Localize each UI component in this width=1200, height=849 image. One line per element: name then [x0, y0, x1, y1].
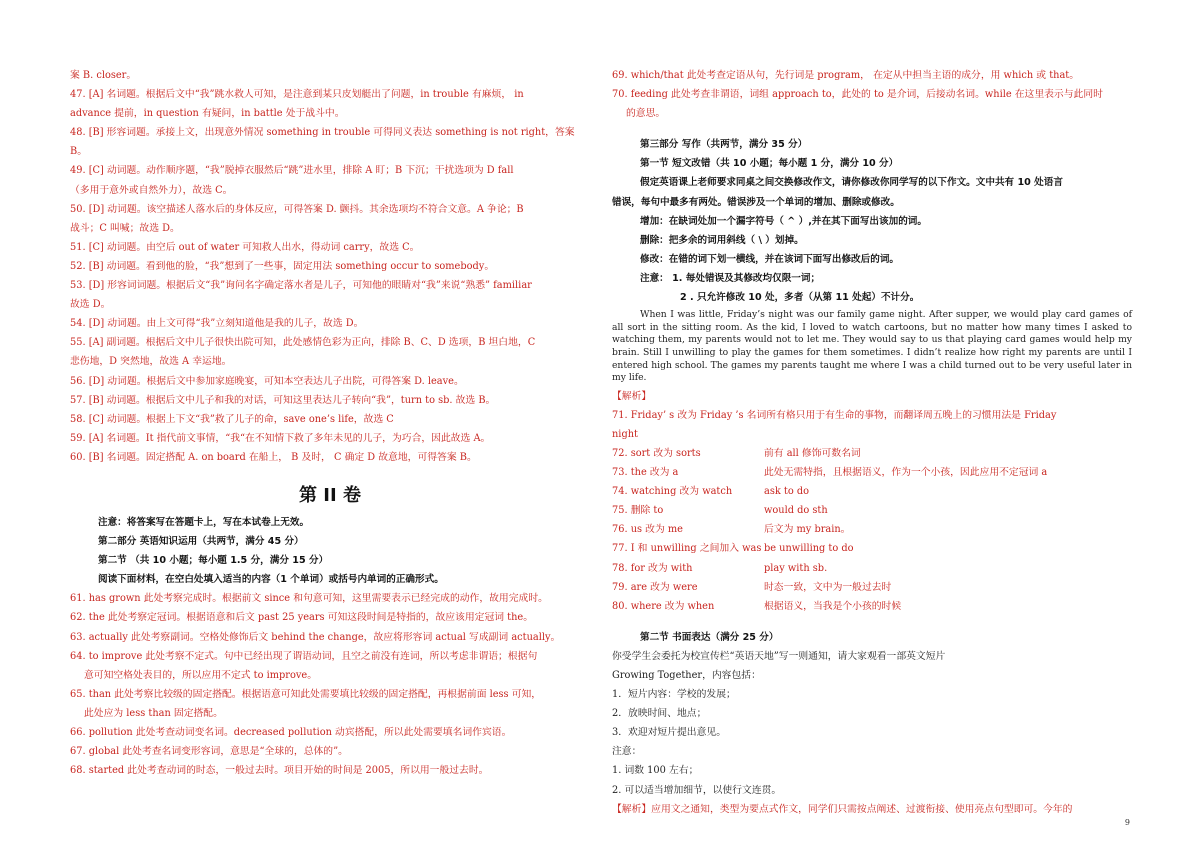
explanation-line: 悲伤地，D 突然地，故选 A 幸运地。: [70, 356, 232, 368]
instruction-note-2: 2 . 只允许修改 10 处，多者（从第 11 处起）不计分。: [680, 292, 920, 304]
correction-row: [612, 597, 1132, 616]
section-two-heading: 第二节 （共 10 小题；每小题 1.5 分，满分 15 分）: [98, 555, 329, 567]
answer-70-continued: 的意思。: [626, 108, 666, 120]
explanation-line: 48. [B] 形容词题。承接上文，出现意外情况 something in trouble 可得同义表达 something is not right，答案: [70, 127, 575, 139]
correction-change: 74. watching 改为 watch: [612, 486, 733, 498]
writing-section-heading: 第二节 书面表达（满分 25 分）: [640, 631, 779, 643]
section-one-heading: 第一节 短文改错（共 10 小题；每小题 1 分，满分 10 分）: [640, 158, 899, 170]
explanation-line: advance 提前，in question 有疑问，in battle 处于战斗中。: [70, 108, 345, 120]
correction-change: 80. where 改为 when: [612, 600, 715, 612]
correction-row: [612, 444, 1132, 463]
explanation-line: 52. [B] 动词题。看到他的脸，“我”想到了一些事，固定用法 something occur to somebody。: [70, 260, 495, 272]
answer-explanations-47-60: [70, 66, 590, 467]
explanation-line: 60. [B] 名词题。固定搭配 A. on board 在船上， B 及时， C 确定 D 故意地，可得答案 B。: [70, 451, 477, 463]
part-two-heading: 第二部分 英语知识运用（共两节，满分 45 分）: [98, 536, 304, 548]
part-three-heading: 第三部分 写作（共两节，满分 35 分）: [640, 139, 808, 151]
correction-change: 77. I 和 unwilling 之间加入 was: [612, 543, 762, 555]
correction-reason: 此处无需特指，且根据语义，作为一个小孩，因此应用不定冠词 a: [764, 467, 1048, 479]
explanation-line: 68. started 此处考查动词的时态，一般过去时。项目开始的时间是 2005，所以用一般过去时。: [70, 765, 489, 777]
instruction-delete: 删除：把多余的词用斜线（ \ ）划掉。: [640, 234, 804, 246]
correction-reason: be unwilling to do: [764, 543, 854, 555]
correction-row: [612, 520, 1132, 539]
explanation-line: 案 B. closer。: [70, 70, 137, 81]
instruction-note-1: 注意： 1. 每处错误及其修改均仅限一词；: [640, 272, 821, 284]
writing-line: 1. 词数 100 左右；: [612, 765, 699, 777]
correction-row: [612, 501, 1132, 520]
correction-row: [612, 578, 1132, 597]
explanation-line: 战斗；C 叫喊；故选 D。: [70, 222, 180, 234]
explanation-line: 66. pollution 此处考查动词变名词。decreased pollution 动宾搭配，所以此处需要填名词作宾语。: [70, 727, 512, 738]
explanation-line: 56. [D] 动词题。根据后文中参加家庭晚宴，可知本空表达儿子出院，可得答案 D. leave。: [70, 375, 464, 387]
section-title-volume-2: 第 II 卷: [299, 484, 361, 506]
explanation-line: 53. [D] 形容词词题。根据后文“我”询问名字确定落水者是儿子，可知他的眼睛对“我”来说“熟悉” familiar: [70, 280, 532, 292]
explanation-line: 58. [C] 动词题。根据上下文“我”救了儿子的命，save one’s life，故选 C: [70, 413, 394, 425]
explanation-line: 47. [A] 名词题。根据后文中“我”跳水救人可知，是注意到某只皮划艇出了问题，in trouble 有麻烦， in: [70, 89, 524, 101]
explanation-line: 62. the 此处考察定冠词。根据语意和后文 past 25 years 可知这段时间是特指的，故应该用定冠词 the。: [70, 612, 533, 624]
correction-reason: 根据语义，当我是个小孩的时候: [764, 600, 902, 612]
explanation-line: （多用于意外或自然外力），故选 C。: [70, 184, 233, 196]
answer-explanations-61-68: [70, 589, 590, 780]
explanation-line: 50. [D] 动词题。该空描述人落水后的身体反应，可得答案 D. 颤抖。其余选项均不符合文意。A 争论；B: [70, 203, 524, 215]
explanation-line: 65. than 此处考察比较级的固定搭配。根据语意可知此处需要填比较级的固定搭配，再根据前面 less 可知，: [70, 688, 542, 700]
analysis-label: 【解析】: [612, 390, 652, 402]
explanation-line: 55. [A] 副词题。根据后文中儿子很快出院可知，此处感情色彩为正向，排除 B、C、D 选项，B 坦白地，C: [70, 337, 536, 349]
instruction-line-1: 假定英语课上老师要求同桌之间交换修改作文，请你修改你同学写的以下作文。文中共有 10 处语言: [640, 177, 1063, 189]
correction-change: 76. us 改为 me: [612, 524, 683, 536]
instruction-modify: 修改：在错的词下划一横线，并在该词下面写出修改后的词。: [640, 253, 900, 265]
right-column: [612, 66, 1132, 819]
explanation-line: 此处应为 less than 固定搭配。: [84, 707, 223, 719]
explanation-line: 57. [B] 动词题。根据后文中儿子和我的对话，可知这里表达儿子转向“我”，turn to sb. 故选 B。: [70, 394, 496, 406]
writing-line: 2. 可以适当增加细节，以使行文连贯。: [612, 784, 782, 796]
explanation-line: 67. global 此处考查名词变形容词，意思是“全球的，总体的”。: [70, 746, 348, 758]
writing-line: 你受学生会委托为校宣传栏“英语天地”写一则通知，请大家观看一部英文短片: [612, 650, 946, 662]
writing-task: [612, 647, 1132, 800]
corrections-list: [612, 444, 1132, 616]
page-number: 9: [1124, 818, 1130, 827]
explanation-line: 49. [C] 动词题。动作顺序题，“我”脱掉衣服然后“跳”进水里，排除 A 盯；B 下沉；干扰选项为 D fall: [70, 165, 514, 177]
explanation-line: 63. actually 此处考察副词。空格处修饰后文 behind the change，故应将形容词 actual 写成副词 actually。: [70, 631, 561, 643]
correction-change: 79. are 改为 were: [612, 581, 698, 593]
error-correction-passage: [612, 309, 1132, 385]
writing-line: Growing Together，内容包括：: [612, 670, 761, 681]
explanation-line: 51. [C] 动词题。由空后 out of water 可知救人出水，得动词 carry，故选 C。: [70, 241, 420, 253]
correction-reason: 时态一致，文中为一般过去时: [764, 581, 892, 593]
answer-70: 70. feeding 此处考查非谓语，词组 approach to，此处的 to 是介词，后接动名词。while 在这里表示与此同时: [612, 89, 1103, 101]
correction-row: [612, 539, 1132, 558]
correction-reason: 前有 all 修饰可数名词: [764, 447, 861, 459]
correction-row: [612, 482, 1132, 501]
writing-line: 1．短片内容：学校的发展；: [612, 689, 736, 701]
instruction-line-2: 错误，每句中最多有两处。错误涉及一个单词的增加、删除或修改。: [612, 196, 900, 208]
writing-line: 2．放映时间、地点；: [612, 708, 707, 720]
left-column: [70, 66, 590, 780]
writing-analysis: 【解析】应用文之通知，类型为要点式作文，同学们只需按点阐述、过渡衔接、使用亮点句型即可。今年的: [612, 803, 1073, 815]
explanation-line: 意可知空格处表目的，所以应用不定式 to improve。: [84, 669, 318, 681]
correction-71-continued: night: [612, 428, 638, 440]
correction-change: 78. for 改为 with: [612, 562, 693, 574]
instruction-add: 增加：在缺词处加一个漏字符号（ ^ ）,并在其下面写出该加的词。: [640, 215, 927, 227]
explanation-line: B。: [70, 146, 87, 158]
answer-69: 69. which/that 此处考查定语从句，先行词是 program， 在定从中担当主语的成分，用 which 或 that。: [612, 70, 1080, 81]
correction-reason: would do sth: [764, 505, 828, 517]
explanation-line: 59. [A] 名词题。It 指代前文事情，“我“在不知情下救了多年未见的儿子，为巧合，因此故选 A。: [70, 432, 491, 444]
correction-row: [612, 463, 1132, 482]
passage-text: When I was little, Friday’s night was our family game night. After supper, we would play card games of all sort in the sitting room. As the kid, I loved to watch cartoons, but no matter how many times I asked to watching them, my parents would not to let me. They would say to us that playing card games would help my brain. Still I unwilling to play the games for them sometimes. I didn’t realize how right my parents are until I entered high school. The games my parents taught me where I was a child turned out to be very useful later in my life.: [612, 309, 1132, 384]
writing-line: 3．欢迎对短片提出意见。: [612, 727, 726, 739]
explanation-line: 64. to improve 此处考察不定式。句中已经出现了谓语动词，且空之前没有连词，所以考虑非谓语；根据句: [70, 650, 538, 662]
explanation-line: 故选 D。: [70, 299, 111, 311]
correction-change: 73. the 改为 a: [612, 467, 679, 479]
writing-line: 注意：: [612, 746, 642, 758]
correction-71: 71. Friday’ s 改为 Friday ’s 名词所有格只用于有生命的事物，而翻译周五晚上的习惯用法是 Friday: [612, 409, 1057, 421]
notice-line: 注意：将答案写在答题卡上，写在本试卷上无效。: [98, 516, 310, 528]
explanation-line: 54. [D] 动词题。由上文可得“我”立刻知道他是我的儿子，故选 D。: [70, 318, 364, 330]
correction-change: 72. sort 改为 sorts: [612, 447, 701, 459]
instruction-line: 阅读下面材料，在空白处填入适当的内容（1 个单词）或括号内单词的正确形式。: [98, 574, 444, 586]
explanation-line: 61. has grown 此处考察完成时。根据前文 since 和句意可知，这里需要表示已经完成的动作，故用完成时。: [70, 593, 548, 605]
correction-row: [612, 559, 1132, 578]
correction-reason: play with sb.: [764, 562, 828, 574]
correction-reason: 后文为 my brain。: [764, 524, 851, 536]
correction-change: 75. 删除 to: [612, 505, 664, 517]
correction-reason: ask to do: [764, 486, 810, 498]
